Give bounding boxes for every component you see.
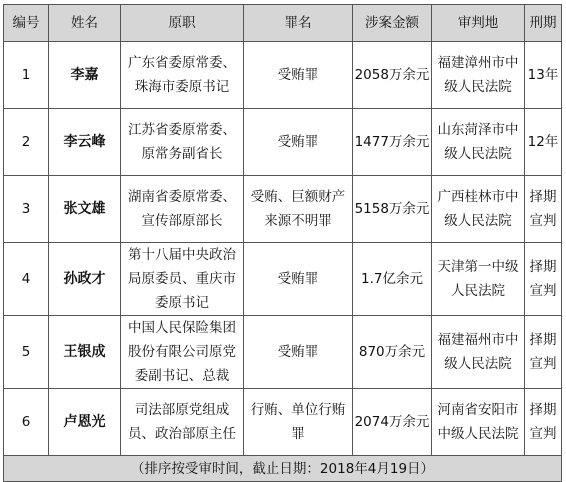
- row-term: 择期宣判: [525, 316, 562, 389]
- row-court: 福建漳州市中级人民法院: [432, 42, 525, 109]
- footnote-text: （排序按受审时间，截止日期：2018年4月19日）: [4, 456, 562, 482]
- row-name: 王银成: [49, 316, 121, 389]
- row-charge: 受贿罪: [244, 109, 353, 176]
- table-row: [4, 109, 562, 176]
- header-charge: 罪名: [244, 5, 353, 42]
- row-name: 卢恩光: [49, 389, 121, 456]
- row-num: 1: [4, 42, 49, 109]
- header-name: 姓名: [49, 5, 121, 42]
- header-post: 原职: [121, 5, 244, 42]
- row-charge: 受贿罪: [244, 42, 353, 109]
- row-num: 2: [4, 109, 49, 176]
- header-term: 刑期: [525, 5, 562, 42]
- row-amount: 1477万余元: [353, 109, 432, 176]
- row-amount: 2058万余元: [353, 42, 432, 109]
- row-name: 李嘉: [49, 42, 121, 109]
- table-row: [4, 176, 562, 243]
- row-num: 3: [4, 176, 49, 243]
- table-row: [4, 389, 562, 456]
- row-num: 6: [4, 389, 49, 456]
- row-post: 第十八届中央政治局原委员、重庆市委原书记: [121, 243, 244, 316]
- row-name: 孙政才: [49, 243, 121, 316]
- row-term: 13年: [525, 42, 562, 109]
- row-post: 广东省委原常委、珠海市委原书记: [121, 42, 244, 109]
- row-term: 择期宣判: [525, 243, 562, 316]
- row-num: 5: [4, 316, 49, 389]
- row-num: 4: [4, 243, 49, 316]
- row-name: 张文雄: [49, 176, 121, 243]
- row-amount: 2074万余元: [353, 389, 432, 456]
- header-amount: 涉案金额: [353, 5, 432, 42]
- footnote-row: [4, 456, 562, 482]
- row-post: 中国人民保险集团股份有限公司原党委副书记、总裁: [121, 316, 244, 389]
- row-charge: 受贿罪: [244, 316, 353, 389]
- row-post: 司法部原党组成员、政治部原主任: [121, 389, 244, 456]
- row-post: 湖南省委原常委、宣传部原部长: [121, 176, 244, 243]
- row-court: 福建福州市中级人民法院: [432, 316, 525, 389]
- row-charge: 受贿、巨额财产来源不明罪: [244, 176, 353, 243]
- row-term: 择期宣判: [525, 389, 562, 456]
- header-row: [4, 5, 562, 42]
- row-charge: 受贿罪: [244, 243, 353, 316]
- row-court: 天津第一中级人民法院: [432, 243, 525, 316]
- table-row: [4, 42, 562, 109]
- row-charge: 行贿、单位行贿罪: [244, 389, 353, 456]
- row-court: 广西桂林市中级人民法院: [432, 176, 525, 243]
- row-amount: 1.7亿余元: [353, 243, 432, 316]
- header-court: 审判地: [432, 5, 525, 42]
- row-amount: 870万余元: [353, 316, 432, 389]
- row-court: 河南省安阳市中级人民法院: [432, 389, 525, 456]
- table-row: [4, 243, 562, 316]
- row-term: 择期宣判: [525, 176, 562, 243]
- table-row: [4, 316, 562, 389]
- row-term: 12年: [525, 109, 562, 176]
- row-amount: 5158万余元: [353, 176, 432, 243]
- row-post: 江苏省委原常委、原常务副省长: [121, 109, 244, 176]
- row-name: 李云峰: [49, 109, 121, 176]
- header-num: 编号: [4, 5, 49, 42]
- row-court: 山东菏泽市中级人民法院: [432, 109, 525, 176]
- cases-table: [3, 4, 562, 482]
